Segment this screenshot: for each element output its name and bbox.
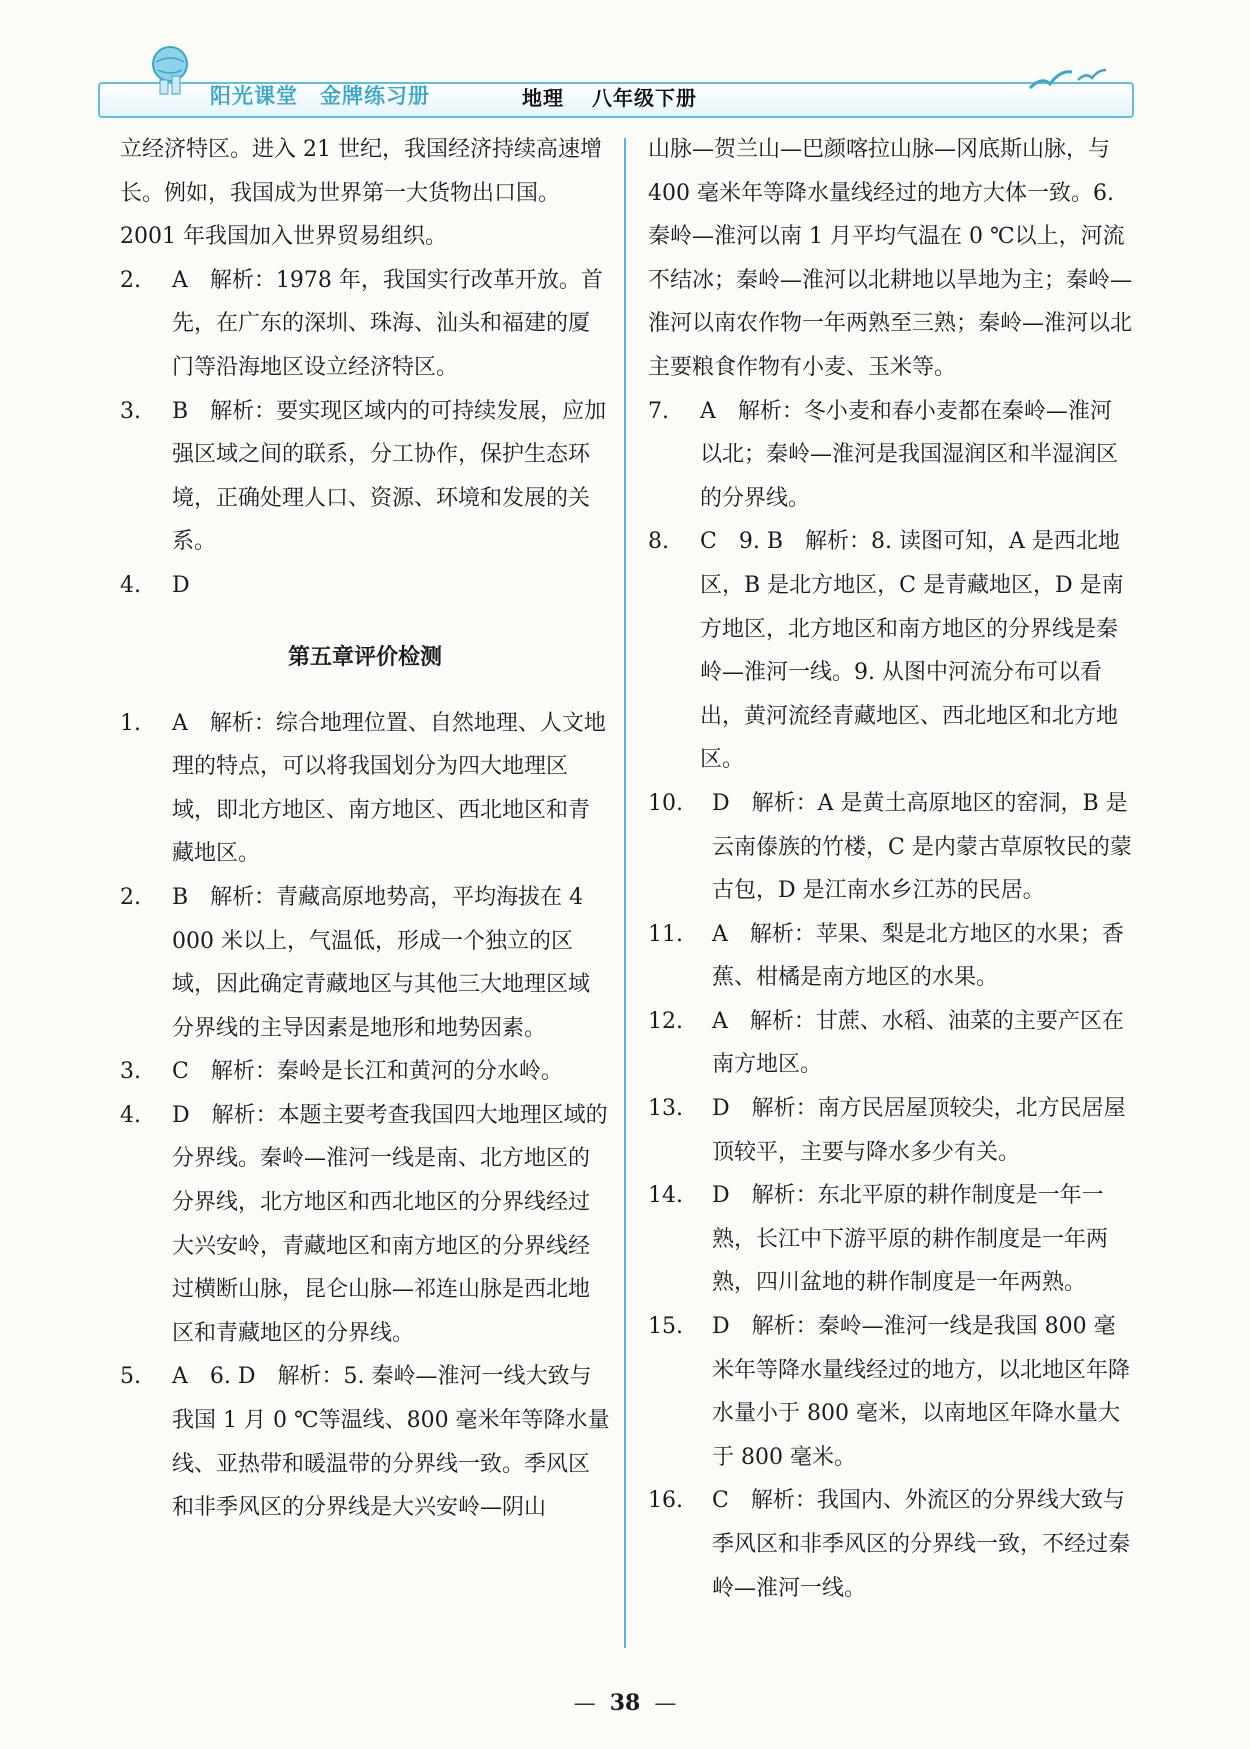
subject-label: 地理: [522, 86, 564, 110]
answer-number: 4.: [120, 572, 141, 598]
answer-item: [120, 259, 610, 390]
answer-text: D 解析：A 是黄土高原地区的窑洞，B 是云南傣族的竹楼，C 是内蒙古草原牧民的蒙古包，D 是江南水乡江苏的民居。: [712, 790, 1132, 904]
answer-number: 7.: [648, 398, 669, 424]
answer-number: 4.: [120, 1102, 141, 1128]
answer-text: D 解析：南方民居屋顶较尖，北方民居屋顶较平，主要与降水多少有关。: [712, 1096, 1126, 1165]
answer-item: [648, 520, 1133, 782]
answer-text: D 解析：东北平原的耕作制度是一年一熟，长江中下游平原的耕作制度是一年两熟，四川盆地的耕作制度是一年两熟。: [712, 1183, 1109, 1296]
answer-number: 3.: [120, 398, 141, 424]
answer-number: 15.: [648, 1314, 683, 1340]
answer-item: [648, 1305, 1133, 1479]
answer-item: [120, 1094, 610, 1356]
birds-icon: [1020, 58, 1110, 98]
answer-number: 12.: [648, 1008, 683, 1034]
answer-item: [648, 913, 1133, 1000]
answer-item: [648, 1087, 1133, 1174]
answer-text: A 6. D 解析：5. 秦岭—淮河一线大致与我国 1 月 0 ℃等温线、800 毫米年等降水量线、亚热带和暖温带的分界线一致。季风区和非季风区的分界线是大兴安岭—阴山: [172, 1364, 610, 1521]
answer-text: C 解析：我国内、外流区的分界线大致与季风区和非季风区的分界线一致，不经过秦岭—淮河一线。: [712, 1488, 1131, 1601]
answer-item: [120, 702, 610, 876]
brand-part2: 金牌练习册: [320, 84, 430, 108]
answer-number: 13.: [648, 1096, 683, 1122]
answer-item: [120, 390, 610, 564]
answer-text: B 解析：要实现区域内的可持续发展，应加强区域之间的联系，分工协作，保护生态环境，正确处理人口、资源、环境和发展的关系。: [172, 398, 607, 555]
answer-item: [120, 876, 610, 1050]
answer-text: A 解析：苹果、梨是北方地区的水果；香蕉、柑橘是南方地区的水果。: [712, 921, 1124, 991]
page-number: — 38 —: [573, 1690, 677, 1716]
answer-text: D 解析：秦岭—淮河一线是我国 800 毫米年等降水量线经过的地方，以北地区年降水量小于 800 毫米，以南地区年降水量大于 800 毫米。: [712, 1314, 1131, 1470]
answer-number: 2.: [120, 267, 141, 293]
continued-paragraph: 山脉—贺兰山—巴颜喀拉山脉—冈底斯山脉，与 400 毫米年等降水量线经过的地方大体一致。6. 秦岭—淮河以南 1 月平均气温在 0 ℃以上，河流不结冰；秦岭—淮河以北耕地以旱地为主；秦岭—淮河以南农作物一年两熟至三熟；秦岭—淮河以北主要粮食作物有小麦、玉米等。: [648, 137, 1133, 380]
answer-item: [120, 1355, 610, 1529]
answer-text: D 解析：本题主要考查我国四大地理区域的分界线。秦岭—淮河一线是南、北方地区的分界线，北方地区和西北地区的分界线经过大兴安岭，青藏地区和南方地区的分界线经过横断山脉，昆仑山脉—祁连山脉是西北地区和青藏地区的分界线。: [172, 1102, 608, 1346]
page-header: [90, 40, 1140, 120]
answer-number: 11.: [648, 921, 683, 947]
globe-logo-icon: [144, 40, 200, 96]
answer-text: A 解析：综合地理位置、自然地理、人文地理的特点，可以将我国划分为四大地理区域，即北方地区、南方地区、西北地区和青藏地区。: [172, 710, 606, 867]
answer-item: [120, 1050, 610, 1094]
answer-item: [648, 390, 1133, 521]
answer-text: C 9. B 解析：8. 读图可知，A 是西北地区，B 是北方地区，C 是青藏地区，D 是南方地区，北方地区和南方地区的分界线是秦岭—淮河一线。9. 从图中河流分布可以看出，黄河流经青藏地区、西北地区和北方地区。: [700, 529, 1124, 773]
answer-number: 16.: [648, 1488, 683, 1514]
continued-paragraph: 立经济特区。进入 21 世纪，我国经济持续高速增长。例如，我国成为世界第一大货物出口国。2001 年我国加入世界贸易组织。: [120, 137, 602, 250]
answer-item: [120, 564, 610, 608]
answer-text: A 解析：1978 年，我国实行改革开放。首先，在广东的深圳、珠海、汕头和福建的厦门等沿海地区设立经济特区。: [172, 267, 603, 380]
answer-number: 1.: [120, 710, 141, 736]
answer-number: 5.: [120, 1364, 141, 1390]
answer-number: 2.: [120, 884, 141, 910]
answer-item: [648, 782, 1133, 913]
subject-title: [522, 82, 697, 111]
left-column: [120, 128, 610, 1530]
answer-number: 8.: [648, 529, 669, 555]
page-number-value: 38: [609, 1690, 641, 1716]
answer-item: [648, 1000, 1133, 1087]
answer-text: A 解析：冬小麦和春小麦都在秦岭—淮河以北；秦岭—淮河是我国湿润区和半湿润区的分界线。: [700, 398, 1119, 511]
answer-number: 10.: [648, 790, 683, 816]
answer-item: [648, 1479, 1133, 1610]
answer-text: C 解析：秦岭是长江和黄河的分水岭。: [172, 1059, 563, 1085]
column-divider: [624, 138, 626, 1648]
answer-text: A 解析：甘蔗、水稻、油菜的主要产区在南方地区。: [712, 1008, 1124, 1078]
answer-number: 14.: [648, 1183, 683, 1209]
answer-text: D: [172, 572, 190, 598]
section-title: 第五章评价检测: [287, 644, 442, 670]
answer-number: 3.: [120, 1059, 141, 1085]
brand-part1: 阳光课堂: [210, 84, 298, 108]
grade-label: 八年级下册: [592, 86, 697, 110]
brand-title: [210, 80, 430, 110]
right-column: [648, 128, 1133, 1610]
answer-item: [648, 1174, 1133, 1305]
answer-text: B 解析：青藏高原地势高，平均海拔在 4 000 米以上，气温低，形成一个独立的区域，因此确定青藏地区与其他三大地理区域分界线的主导因素是地形和地势因素。: [172, 884, 591, 1041]
